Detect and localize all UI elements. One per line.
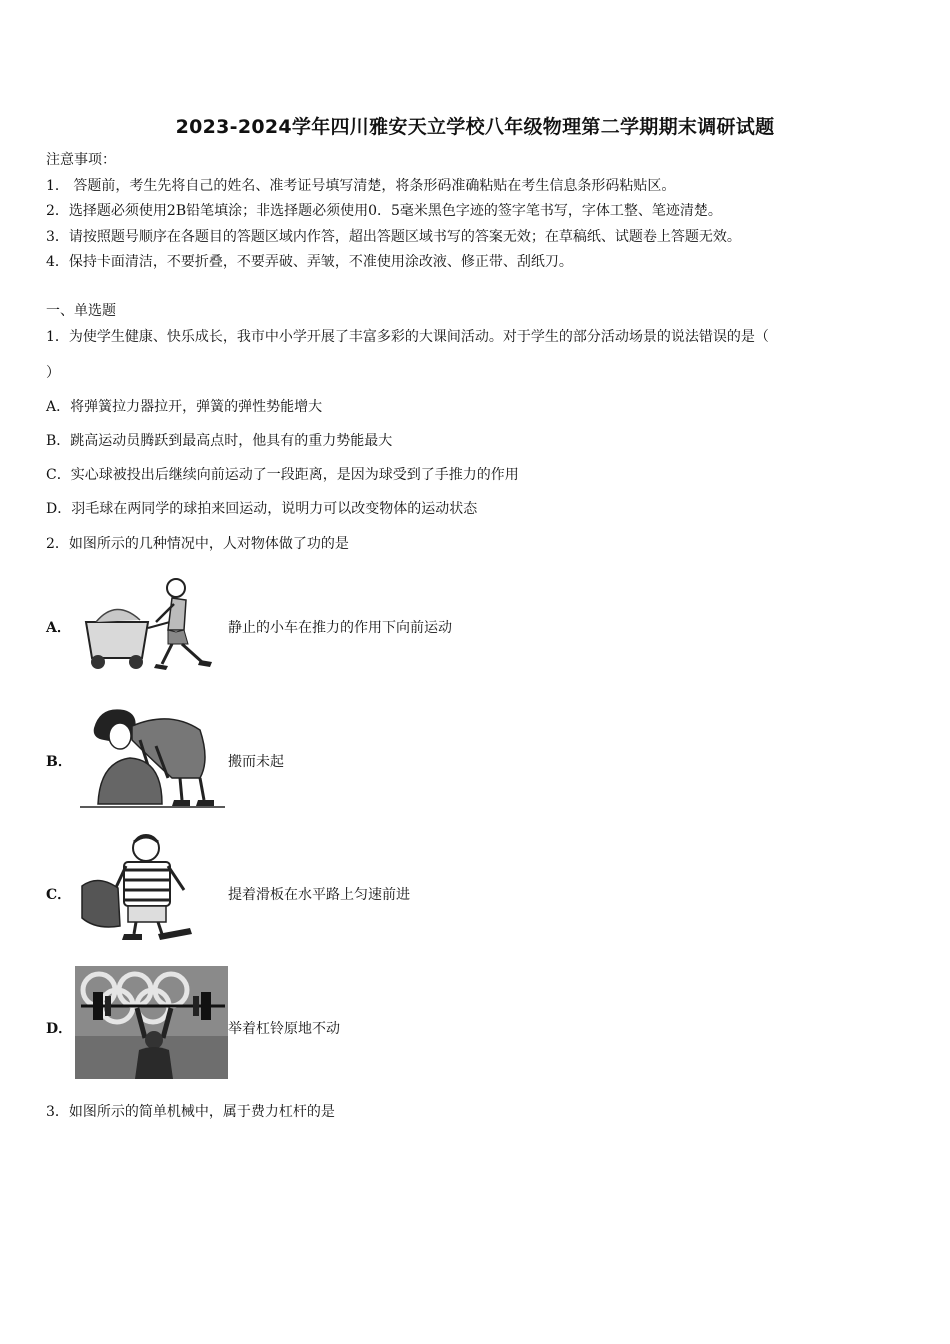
question-3-stem: 3．如图所示的简单机械中，属于费力杠杆的是: [46, 1104, 335, 1120]
notice-item: 4．保持卡面清洁，不要折叠，不要弄破、弄皱，不准使用涂改液、修正带、刮纸刀。: [46, 254, 573, 270]
question-1-option-c: C．实心球被投出后继续向前运动了一段距离，是因为球受到了手推力的作用: [46, 467, 519, 483]
notice-item: 1． 答题前，考生先将自己的姓名、准考证号填写清楚，将条形码准确粘贴在考生信息条形码粘贴区。: [46, 178, 676, 194]
notice-item: 2．选择题必须使用2B铅笔填涂；非选择题必须使用0．5毫米黑色字迹的签字笔书写，字体工整、笔迹清楚。: [46, 203, 722, 219]
question-2-option-c-text: 提着滑板在水平路上匀速前进: [228, 887, 410, 903]
question-2-stem: 2．如图所示的几种情况中，人对物体做了功的是: [46, 536, 349, 552]
question-2-option-a-label: A．: [46, 620, 71, 636]
push-cart-illustration: [76, 574, 221, 674]
notice-heading: 注意事项：: [46, 152, 116, 168]
question-2-option-b-text: 搬而未起: [228, 754, 284, 770]
question-1-stem-end: ）: [46, 365, 60, 381]
page-title: 2023-2024学年四川雅安天立学校八年级物理第二学期期末调研试题: [175, 116, 775, 138]
question-1-stem: 1．为使学生健康、快乐成长，我市中小学开展了丰富多彩的大课间活动。对于学生的部分活动场景的说法错误的是（: [46, 329, 769, 345]
section-heading: 一、单选题: [46, 303, 116, 319]
notice-item: 3．请按照题号顺序在各题目的答题区域内作答，超出答题区域书写的答案无效；在草稿纸、试题卷上答题无效。: [46, 229, 741, 245]
question-1-option-a: A．将弹簧拉力器拉开，弹簧的弹性势能增大: [46, 399, 323, 415]
question-2-option-d-text: 举着杠铃原地不动: [228, 1021, 340, 1037]
question-1-option-d: D．羽毛球在两同学的球拍来回运动，说明力可以改变物体的运动状态: [46, 501, 478, 517]
question-2-option-a-text: 静止的小车在推力的作用下向前运动: [228, 620, 452, 636]
question-2-option-b-label: B．: [46, 754, 72, 770]
lifting-rock-illustration: [80, 700, 225, 810]
question-1-option-b: B．跳高运动员腾跃到最高点时，他具有的重力势能最大: [46, 433, 393, 449]
carrying-skateboard-illustration: [76, 834, 206, 942]
weightlifter-photo: [75, 966, 228, 1079]
question-2-option-c-label: C．: [46, 887, 72, 903]
question-2-option-d-label: D．: [46, 1021, 73, 1037]
